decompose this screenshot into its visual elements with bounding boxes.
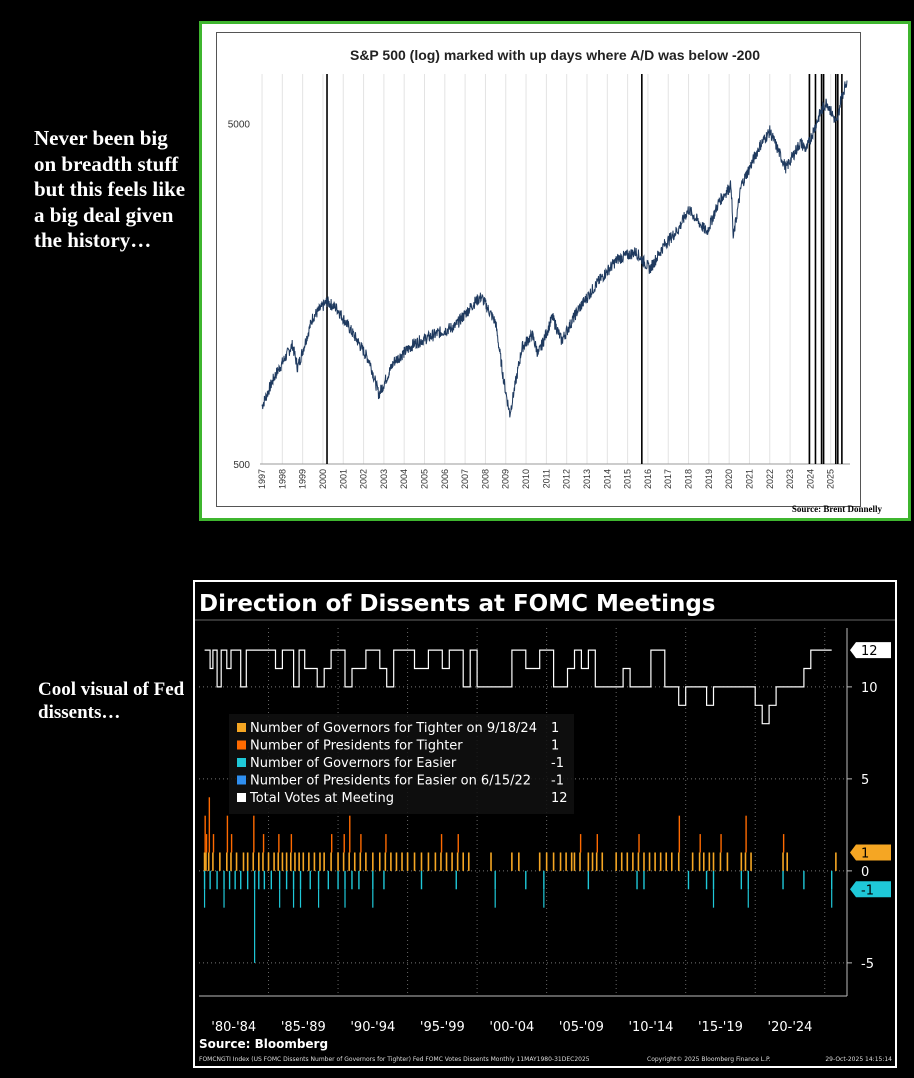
x-tick-label: 2021 xyxy=(744,469,755,490)
last-value-label: 12 xyxy=(861,644,878,660)
x-tick-label: '05-'09 xyxy=(558,1020,604,1035)
x-tick-label: '95-'99 xyxy=(419,1020,465,1035)
x-tick-label: 2013 xyxy=(581,469,592,490)
x-tick-label: 1997 xyxy=(257,469,268,490)
legend-swatch xyxy=(237,741,246,750)
x-tick-label: '85-'89 xyxy=(280,1020,326,1035)
total-votes-line xyxy=(205,650,832,724)
sp500-price-line xyxy=(262,81,847,418)
x-tick-label: 1998 xyxy=(277,469,288,490)
footer-copyright: Copyright© 2025 Bloomberg Finance L.P. xyxy=(647,1056,771,1063)
x-tick-label: 2019 xyxy=(703,469,714,490)
chart-title: S&P 500 (log) marked with up days where A/D was below -200 xyxy=(349,47,761,63)
x-tick-label: 2010 xyxy=(521,469,532,490)
x-tick-label: 2007 xyxy=(460,469,471,490)
caption-breadth: Never been big on breadth stuff but this feels like a big deal given the history… xyxy=(34,126,186,253)
chart-source: Source: Brent Donnelly xyxy=(791,504,882,514)
legend-swatch xyxy=(237,758,246,767)
x-tick-label: 2017 xyxy=(663,469,674,490)
x-tick-label: 2023 xyxy=(785,469,796,490)
last-value-label: -1 xyxy=(861,883,874,899)
last-value-label: 1 xyxy=(861,846,870,862)
y-tick-label: 5 xyxy=(861,772,870,788)
sp500-plot xyxy=(202,24,908,518)
x-tick-label: 2015 xyxy=(622,469,633,490)
legend xyxy=(229,714,574,814)
legend-value: 12 xyxy=(551,791,568,806)
x-tick-label: 2006 xyxy=(439,469,450,490)
y-tick-label: 10 xyxy=(861,680,878,696)
legend-label: Number of Governors for Tighter on 9/18/24 xyxy=(250,721,537,736)
legend-label: Number of Presidents for Tighter xyxy=(250,738,463,754)
x-tick-label: 2024 xyxy=(805,469,816,490)
x-tick-label: '80-'84 xyxy=(211,1020,257,1035)
legend-label: Number of Governors for Easier xyxy=(250,756,457,771)
x-tick-label: 2003 xyxy=(378,469,389,490)
x-tick-label: 2005 xyxy=(419,469,430,490)
fomc-dissents-chart xyxy=(193,580,897,1068)
legend-label: Total Votes at Meeting xyxy=(250,791,394,806)
x-tick-label: 2025 xyxy=(825,469,836,490)
x-tick-label: 2020 xyxy=(724,469,735,490)
footer-date: 29-Oct-2025 14:15:14 xyxy=(825,1056,892,1063)
legend-swatch xyxy=(237,793,246,802)
chart-source: Source: Bloomberg xyxy=(199,1037,329,1051)
legend-value: 1 xyxy=(551,721,560,736)
legend-swatch xyxy=(237,776,246,785)
legend-label: Number of Presidents for Easier on 6/15/22 xyxy=(250,773,532,789)
x-tick-label: 2018 xyxy=(683,469,694,490)
x-tick-label: 2001 xyxy=(338,469,349,490)
y-tick-label: 0 xyxy=(861,864,870,880)
sp500-breadth-chart xyxy=(199,21,911,521)
x-tick-label: '20-'24 xyxy=(767,1020,813,1035)
x-tick-label: '15-'19 xyxy=(697,1020,743,1035)
x-tick-label: '90-'94 xyxy=(350,1020,396,1035)
legend-value: 1 xyxy=(551,738,560,754)
fomc-plot xyxy=(195,582,895,1066)
legend-value: -1 xyxy=(551,756,564,771)
x-tick-label: 2008 xyxy=(480,469,491,490)
legend-value: -1 xyxy=(551,773,564,789)
x-tick-label: 2002 xyxy=(358,469,369,490)
y-tick-label: 500 xyxy=(233,460,250,471)
chart-title: Direction of Dissents at FOMC Meetings xyxy=(199,591,716,617)
x-tick-label: 2022 xyxy=(764,469,775,490)
y-tick-label: 5000 xyxy=(227,119,250,131)
footer-left: FOMCNGTI Index (US FOMC Dissents Number of Governors for Tighter) Fed FOMC Votes Dissents Monthly 11MAY1980-31DEC2025 xyxy=(199,1056,590,1063)
x-tick-label: 2011 xyxy=(541,469,552,489)
x-tick-label: 2014 xyxy=(602,469,613,490)
x-tick-label: 2012 xyxy=(561,469,572,490)
x-tick-label: 2004 xyxy=(399,469,410,490)
x-tick-label: 1999 xyxy=(297,469,308,490)
caption-fed-dissents: Cool visual of Fed dissents… xyxy=(38,679,185,724)
x-tick-label: 2000 xyxy=(317,469,328,490)
x-tick-label: 2009 xyxy=(500,469,511,490)
x-tick-label: '00-'04 xyxy=(489,1020,535,1035)
legend-swatch xyxy=(237,723,246,732)
x-tick-label: 2016 xyxy=(642,469,653,490)
y-tick-label: -5 xyxy=(861,956,874,972)
last-value-tag xyxy=(850,844,891,860)
x-tick-label: '10-'14 xyxy=(628,1020,674,1035)
